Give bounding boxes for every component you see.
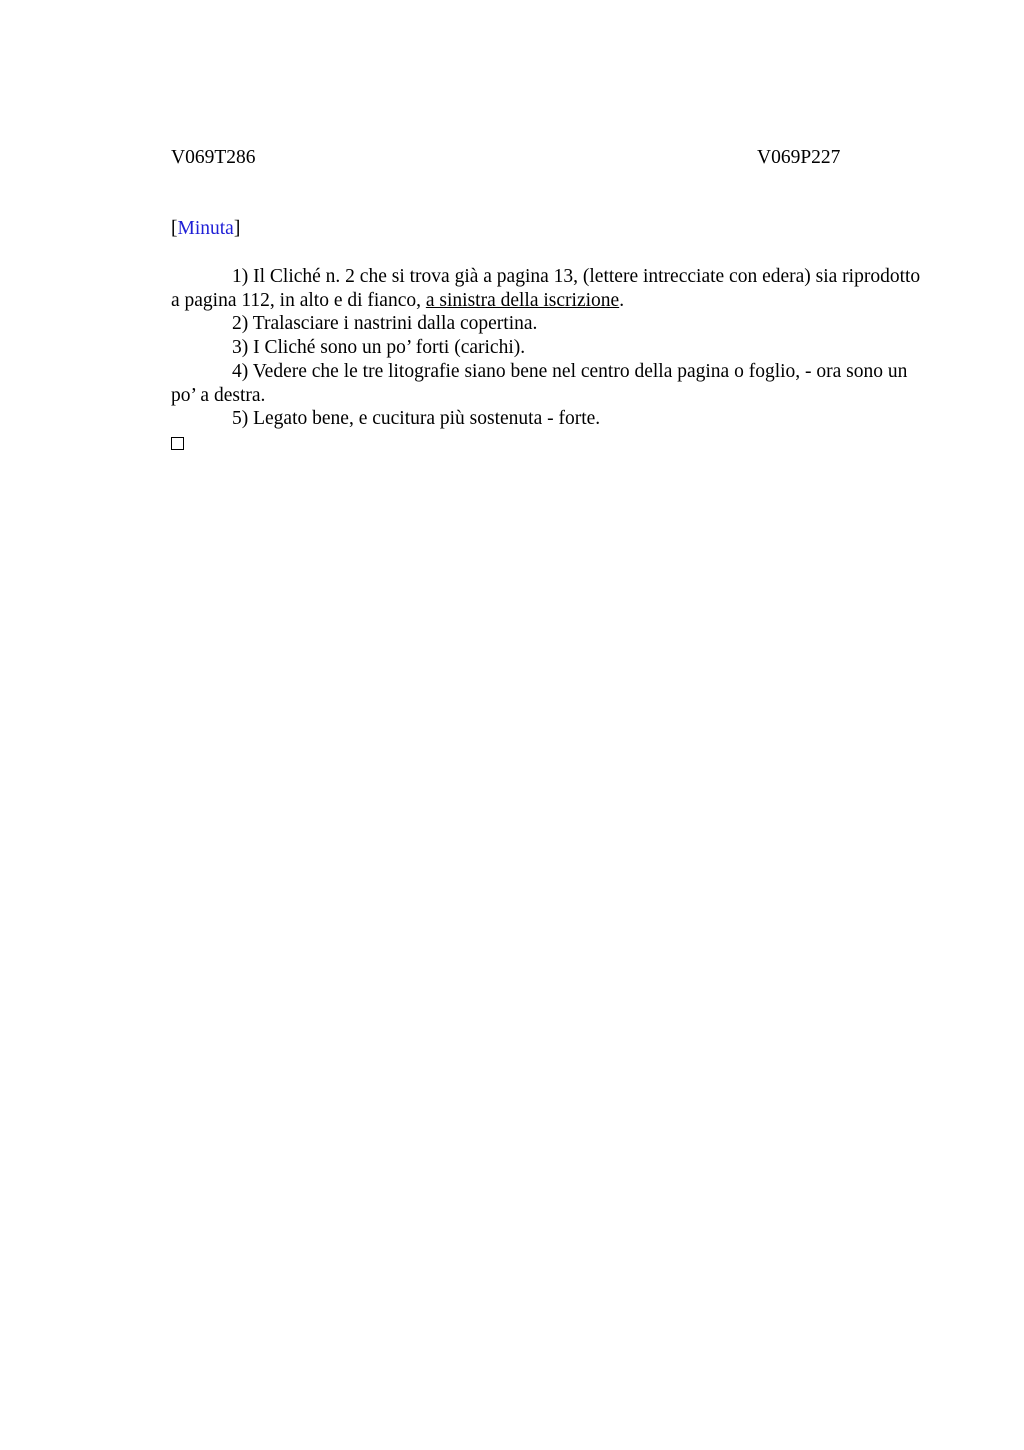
- list-item: 3) I Cliché sono un po’ forti (carichi).: [232, 337, 526, 359]
- document-header: [171, 146, 931, 170]
- minuta-link[interactable]: Minuta: [177, 218, 234, 239]
- item-1-text: 1) Il Cliché n. 2 che si trova già a pagina 13, (lettere intrecciate con edera) sia riprodotto a pagina 112, in alto e di fianco,: [171, 266, 921, 311]
- end-marker: [171, 431, 931, 457]
- list-item: 2) Tralasciare i nastrini dalla copertina.: [232, 313, 538, 335]
- document-code-left: V069T286: [171, 147, 256, 168]
- document-page: [171, 146, 931, 430]
- item-1-underlined-text: a sinistra della iscrizione: [425, 289, 620, 311]
- list-item: 4) Vedere che le tre litografie siano bene nel centro della pagina o foglio, - ora sono un po’ a destra.: [171, 360, 908, 406]
- tag-close-bracket: ]: [233, 218, 241, 239]
- tag-open-bracket: [: [171, 218, 178, 239]
- list-item: [171, 265, 931, 312]
- document-code-right: V069P227: [757, 147, 841, 168]
- item-1-end: .: [619, 289, 625, 311]
- list-item: 5) Legato bene, e cucitura più sostenuta - forte.: [232, 408, 601, 430]
- document-body: [171, 265, 931, 457]
- square-icon: [171, 437, 184, 450]
- document-type-tag: [171, 217, 240, 241]
